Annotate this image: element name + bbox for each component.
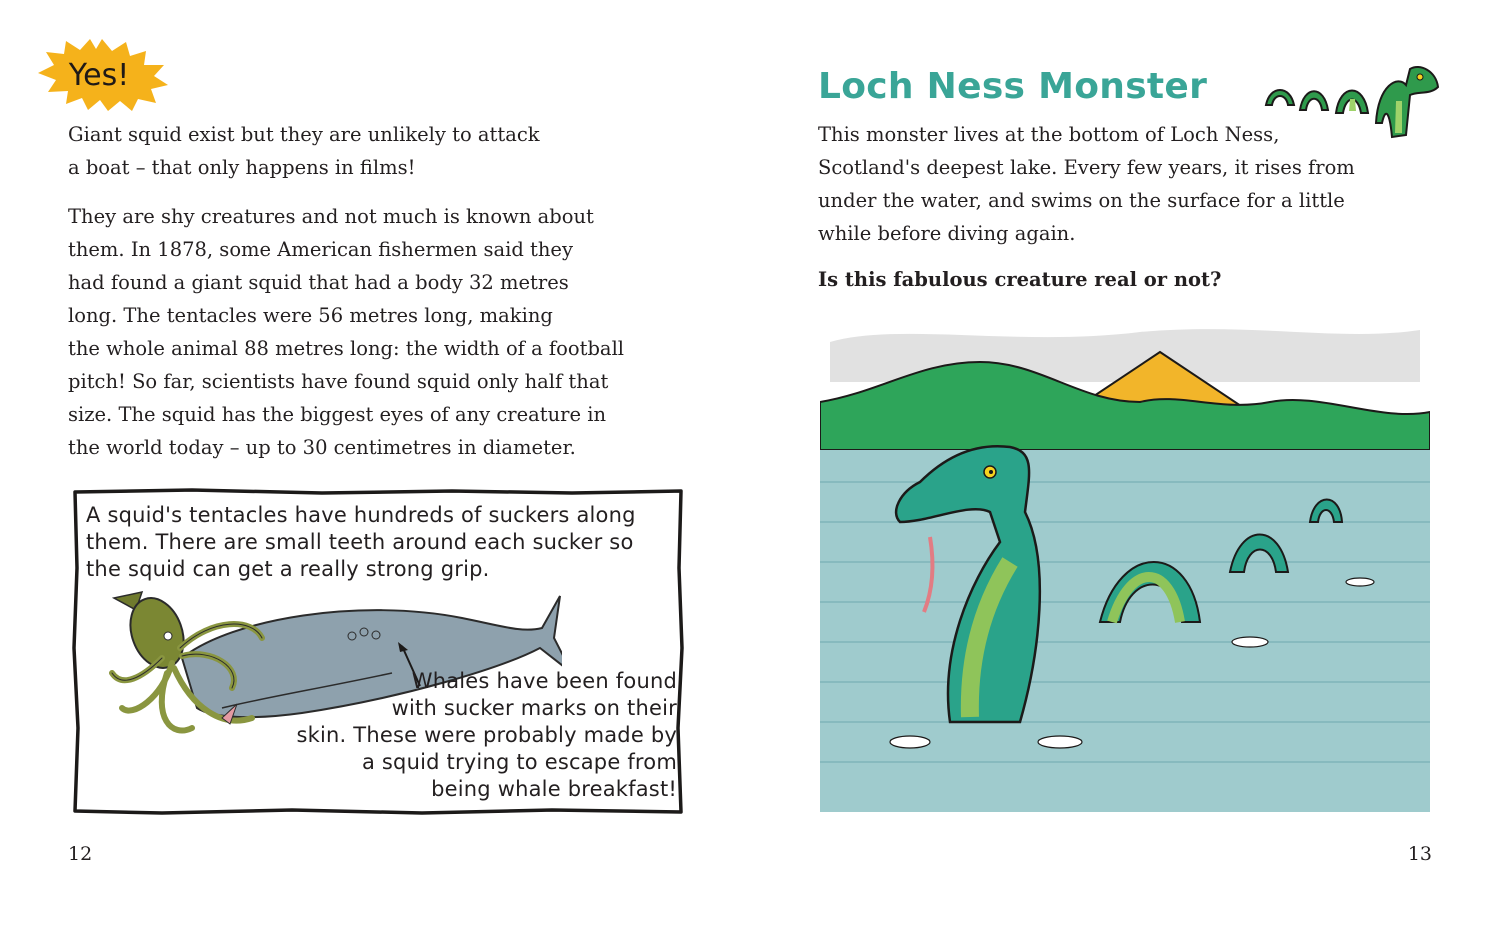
- badge-label: Yes!: [68, 57, 130, 93]
- cartoon-panel: [72, 488, 684, 815]
- nessie-paragraph: This monster lives at the bottom of Loch Ness, Scotland's deepest lake. Every few years, it rises from under the water, and swims on the surface for a little while before diving again.: [818, 123, 1355, 245]
- squid-intro-paragraph: Giant squid exist but they are unlikely to attack a boat – that only happens in films!: [68, 123, 540, 179]
- page-number-left: 12: [68, 843, 93, 865]
- loch-ness-illustration: [820, 322, 1430, 812]
- section-title: Loch Ness Monster: [818, 66, 1208, 107]
- squid-details-paragraph: They are shy creatures and not much is known about them. In 1878, some American fishermen said they had found a giant squid that had a body 32 metres long. The tentacles were 56 metres long, making the whole animal 88 metres long: the width of a football pitch! So far, scientists have found squid only half that size. The squid has the biggest eyes of any creature in the world today – up to 30 centimetres in diameter.: [68, 205, 625, 459]
- suckers-caption: A squid's tentacles have hundreds of suckers along them. There are small teeth around each sucker so the squid can get a really strong grip.: [86, 503, 636, 581]
- yes-badge: [34, 37, 170, 113]
- right-page: [750, 0, 1500, 927]
- page-number-right: 13: [1407, 843, 1432, 865]
- question-heading: Is this fabulous creature real or not?: [818, 268, 1222, 291]
- whale-caption: Whales have been found with sucker marks on their skin. These were probably made by a squid trying to escape from being whale breakfast!: [296, 669, 677, 801]
